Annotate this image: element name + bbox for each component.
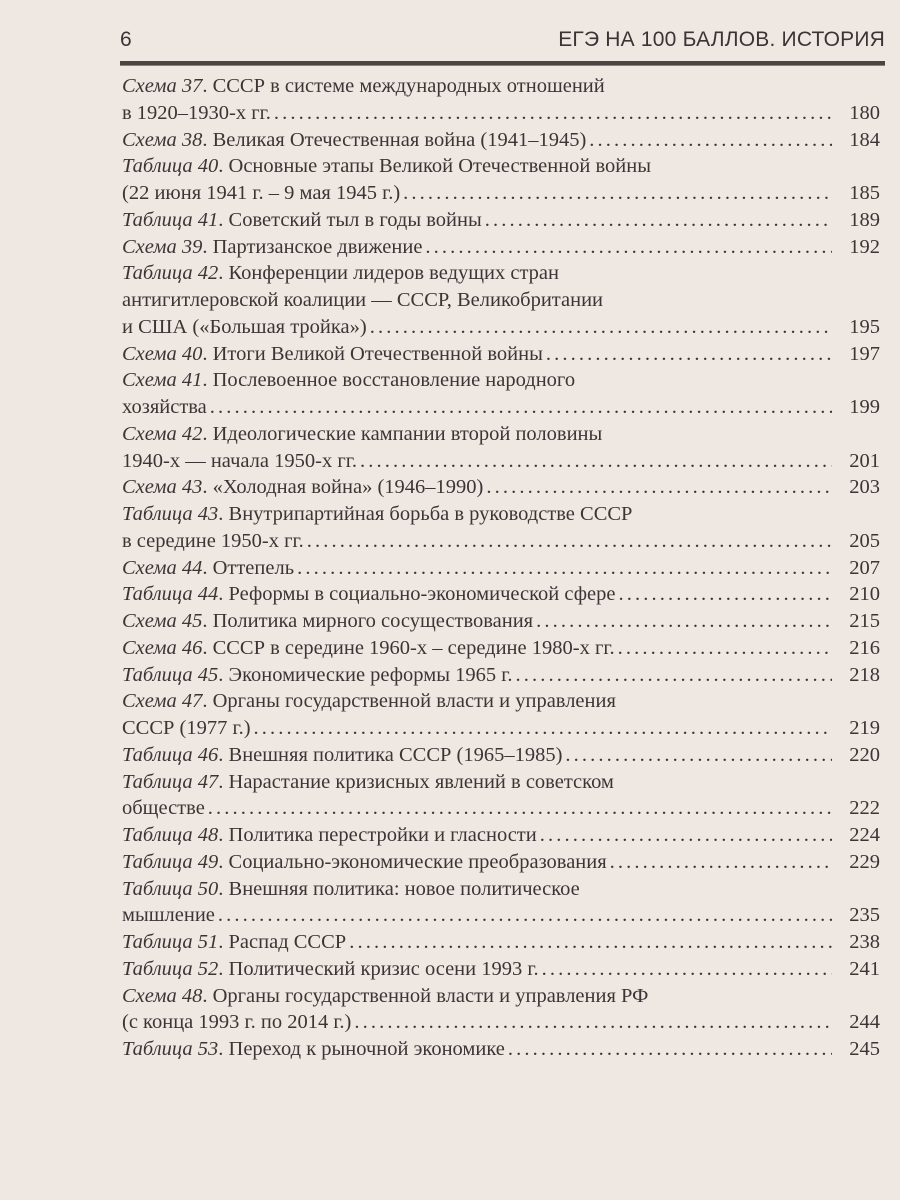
dot-leader bbox=[562, 742, 832, 769]
toc-line bbox=[122, 688, 880, 715]
dot-leader bbox=[271, 100, 832, 127]
toc-line bbox=[122, 795, 880, 822]
entry-label: Схема 42 bbox=[122, 422, 203, 445]
entry-title: и США («Большая тройка») bbox=[122, 315, 367, 338]
dot-leader bbox=[304, 528, 832, 555]
label-separator: . bbox=[202, 235, 213, 258]
entry-title: (с конца 1993 г. по 2014 г.) bbox=[122, 1011, 352, 1034]
book-title: ЕГЭ НА 100 БАЛЛОВ. ИСТОРИЯ bbox=[558, 28, 885, 51]
entry-title: Внешняя политика СССР (1965–1985) bbox=[228, 743, 563, 766]
toc-entry[interactable] bbox=[122, 688, 880, 742]
toc-entry[interactable] bbox=[122, 662, 880, 689]
entry-title: Распад СССР bbox=[228, 931, 347, 953]
entry-page-number: 199 bbox=[849, 396, 880, 418]
entry-title: Органы государственной власти и управления РФ bbox=[212, 984, 649, 1007]
entry-label: Таблица 42 bbox=[122, 262, 219, 285]
toc-entry[interactable] bbox=[122, 849, 880, 876]
entry-title: (22 июня 1941 г. – 9 мая 1945 г.) bbox=[122, 182, 401, 204]
toc-line bbox=[122, 234, 880, 261]
entry-page-number: 218 bbox=[849, 663, 880, 686]
entry-page-number: 229 bbox=[849, 850, 880, 873]
entry-title: Экономические реформы 1965 г. bbox=[228, 663, 513, 686]
entry-title: Нарастание кризисных явлений в советском bbox=[228, 770, 614, 793]
dot-leader bbox=[533, 608, 832, 635]
dot-leader bbox=[512, 662, 832, 689]
toc-line bbox=[122, 180, 880, 207]
dot-leader bbox=[215, 902, 832, 929]
entry-label: Таблица 51 bbox=[122, 931, 219, 953]
label-separator: . bbox=[202, 556, 213, 579]
toc-entry[interactable] bbox=[122, 260, 880, 340]
entry-page-number: 220 bbox=[849, 743, 880, 766]
toc-entry[interactable] bbox=[122, 929, 880, 956]
entry-page-number: 189 bbox=[849, 208, 880, 231]
label-separator: . bbox=[202, 422, 213, 445]
toc-entry[interactable] bbox=[122, 73, 880, 127]
entry-title: СССР в середине 1960-х – середине 1980-х гг. bbox=[212, 636, 615, 659]
entry-title: хозяйства bbox=[122, 396, 207, 418]
table-of-contents bbox=[122, 73, 880, 1063]
entry-page-number: 245 bbox=[849, 1038, 880, 1060]
label-separator: . bbox=[218, 208, 229, 231]
entry-label: Схема 43 bbox=[122, 476, 203, 499]
label-separator: . bbox=[202, 476, 213, 499]
entry-page-number: 235 bbox=[849, 904, 880, 927]
toc-entry[interactable] bbox=[122, 956, 880, 983]
entry-title: Партизанское движение bbox=[212, 235, 423, 258]
toc-entry[interactable] bbox=[122, 127, 880, 154]
toc-entry[interactable] bbox=[122, 421, 880, 475]
label-separator: . bbox=[202, 984, 213, 1007]
toc-line bbox=[122, 715, 880, 742]
toc-entry[interactable] bbox=[122, 876, 880, 930]
toc-line bbox=[122, 260, 880, 287]
toc-line bbox=[122, 341, 880, 368]
dot-leader bbox=[346, 929, 832, 956]
dot-leader bbox=[294, 555, 832, 582]
entry-title: Конференции лидеров ведущих стран bbox=[228, 262, 560, 285]
entry-title: обществе bbox=[122, 797, 205, 820]
entry-page-number: 207 bbox=[849, 556, 880, 579]
entry-label: Схема 48 bbox=[122, 984, 203, 1007]
entry-title: Советский тыл в годы войны bbox=[228, 208, 482, 231]
entry-title: Политический кризис осени 1993 г. bbox=[228, 957, 539, 980]
dot-leader bbox=[543, 341, 832, 368]
toc-entry[interactable] bbox=[122, 608, 880, 635]
dot-leader bbox=[205, 795, 832, 822]
dot-leader bbox=[539, 956, 832, 983]
dot-leader bbox=[615, 635, 832, 662]
toc-line bbox=[122, 314, 880, 341]
entry-page-number: 180 bbox=[849, 101, 880, 124]
entry-page-number: 185 bbox=[849, 182, 880, 204]
toc-line bbox=[122, 207, 880, 234]
toc-line bbox=[122, 956, 880, 983]
entry-page-number: 222 bbox=[849, 797, 880, 820]
entry-title: Великая Отечественная война (1941–1945) bbox=[212, 128, 587, 151]
entry-label: Таблица 50 bbox=[122, 877, 219, 900]
label-separator: . bbox=[202, 128, 213, 151]
dot-leader bbox=[482, 207, 832, 234]
entry-title: «Холодная война» (1946–1990) bbox=[212, 476, 484, 499]
entry-label: Таблица 46 bbox=[122, 743, 219, 766]
entry-label: Таблица 49 bbox=[122, 850, 219, 873]
dot-leader bbox=[357, 448, 832, 475]
label-separator: . bbox=[202, 75, 213, 97]
entry-label: Схема 46 bbox=[122, 636, 203, 659]
entry-label: Таблица 44 bbox=[122, 583, 219, 606]
entry-page-number: 244 bbox=[849, 1011, 880, 1034]
toc-line bbox=[122, 581, 880, 608]
toc-entry[interactable] bbox=[122, 742, 880, 769]
entry-title: Реформы в социально-экономической сфере bbox=[228, 583, 616, 606]
entry-label: Схема 41 bbox=[122, 369, 203, 392]
label-separator: . bbox=[202, 636, 213, 659]
toc-line bbox=[122, 448, 880, 475]
entry-title: Политика мирного сосуществования bbox=[212, 610, 534, 632]
entry-title: в 1920–1930-х гг. bbox=[122, 101, 271, 124]
entry-label: Таблица 48 bbox=[122, 824, 219, 846]
toc-line bbox=[122, 902, 880, 929]
entry-title: мышление bbox=[122, 904, 215, 927]
entry-page-number: 205 bbox=[849, 529, 880, 552]
dot-leader bbox=[537, 822, 832, 849]
running-header bbox=[120, 28, 885, 58]
toc-line bbox=[122, 983, 880, 1010]
toc-line bbox=[122, 662, 880, 689]
toc-entry[interactable] bbox=[122, 234, 880, 261]
toc-entry[interactable] bbox=[122, 153, 880, 207]
toc-entry[interactable] bbox=[122, 474, 880, 501]
label-separator: . bbox=[218, 931, 229, 953]
entry-title: Итоги Великой Отечественной войны bbox=[212, 342, 543, 365]
entry-title: Внутрипартийная борьба в руководстве СССР bbox=[228, 503, 633, 525]
label-separator: . bbox=[218, 957, 229, 980]
entry-page-number: 219 bbox=[849, 717, 880, 739]
entry-title: Послевоенное восстановление народного bbox=[212, 369, 576, 392]
dot-leader bbox=[351, 1009, 832, 1036]
toc-line bbox=[122, 127, 880, 154]
entry-title: Идеологические кампании второй половины bbox=[212, 422, 603, 445]
entry-label: Схема 38 bbox=[122, 128, 203, 151]
toc-line bbox=[122, 501, 880, 528]
entry-page-number: 192 bbox=[849, 235, 880, 258]
page-number: 6 bbox=[120, 28, 132, 51]
entry-title: Основные этапы Великой Отечественной войны bbox=[228, 155, 652, 178]
toc-line bbox=[122, 876, 880, 903]
entry-title: в середине 1950-х гг. bbox=[122, 529, 304, 552]
toc-entry[interactable] bbox=[122, 1036, 880, 1063]
label-separator: . bbox=[218, 503, 229, 525]
toc-entry[interactable] bbox=[122, 769, 880, 823]
dot-leader bbox=[586, 127, 832, 154]
entry-title: антигитлеровской коалиции — СССР, Великобритании bbox=[122, 289, 604, 311]
entry-page-number: 201 bbox=[849, 449, 880, 472]
entry-label: Таблица 45 bbox=[122, 663, 219, 686]
entry-label: Схема 37 bbox=[122, 75, 203, 97]
label-separator: . bbox=[218, 1038, 229, 1060]
toc-line bbox=[122, 1009, 880, 1036]
label-separator: . bbox=[218, 583, 229, 606]
label-separator: . bbox=[218, 155, 229, 178]
label-separator: . bbox=[202, 369, 213, 392]
toc-line bbox=[122, 100, 880, 127]
toc-line bbox=[122, 367, 880, 394]
entry-title: Оттепель bbox=[212, 556, 295, 579]
label-separator: . bbox=[202, 610, 213, 632]
label-separator: . bbox=[218, 743, 229, 766]
toc-line bbox=[122, 635, 880, 662]
dot-leader bbox=[422, 234, 832, 261]
entry-title: СССР в системе международных отношений bbox=[212, 75, 605, 97]
entry-page-number: 197 bbox=[849, 342, 880, 365]
dot-leader bbox=[251, 715, 832, 742]
entry-page-number: 216 bbox=[849, 636, 880, 659]
label-separator: . bbox=[218, 824, 229, 846]
toc-line bbox=[122, 608, 880, 635]
dot-leader bbox=[367, 314, 832, 341]
entry-page-number: 238 bbox=[849, 931, 880, 953]
toc-line bbox=[122, 742, 880, 769]
entry-title: Социально-экономические преобразования bbox=[228, 850, 607, 873]
label-separator: . bbox=[218, 663, 229, 686]
entry-label: Схема 45 bbox=[122, 610, 203, 632]
entry-title: Органы государственной власти и управления bbox=[212, 690, 616, 713]
toc-line bbox=[122, 1036, 880, 1063]
toc-entry[interactable] bbox=[122, 983, 880, 1037]
entry-page-number: 215 bbox=[849, 610, 880, 632]
entry-title: Внешняя политика: новое политическое bbox=[228, 877, 580, 900]
entry-label: Таблица 47 bbox=[122, 770, 219, 793]
entry-title: Политика перестройки и гласности bbox=[228, 824, 537, 846]
toc-line bbox=[122, 769, 880, 796]
toc-entry[interactable] bbox=[122, 501, 880, 555]
toc-entry[interactable] bbox=[122, 822, 880, 849]
toc-line bbox=[122, 153, 880, 180]
toc-entry[interactable] bbox=[122, 341, 880, 368]
label-separator: . bbox=[202, 690, 213, 713]
entry-page-number: 195 bbox=[849, 315, 880, 338]
entry-page-number: 241 bbox=[849, 957, 880, 980]
toc-line bbox=[122, 73, 880, 100]
label-separator: . bbox=[202, 342, 213, 365]
toc-entry[interactable] bbox=[122, 555, 880, 582]
label-separator: . bbox=[218, 850, 229, 873]
entry-page-number: 184 bbox=[849, 128, 880, 151]
label-separator: . bbox=[218, 877, 229, 900]
toc-line bbox=[122, 929, 880, 956]
toc-line bbox=[122, 474, 880, 501]
entry-label: Таблица 41 bbox=[122, 208, 219, 231]
dot-leader bbox=[483, 474, 832, 501]
entry-label: Схема 40 bbox=[122, 342, 203, 365]
dot-leader bbox=[607, 849, 832, 876]
entry-page-number: 203 bbox=[849, 476, 880, 499]
header-rule bbox=[120, 61, 885, 66]
toc-line bbox=[122, 822, 880, 849]
toc-line bbox=[122, 555, 880, 582]
entry-title: 1940-х — начала 1950-х гг. bbox=[122, 449, 357, 472]
dot-leader bbox=[207, 394, 832, 421]
entry-title: Переход к рыночной экономике bbox=[228, 1038, 505, 1060]
dot-leader bbox=[615, 581, 832, 608]
entry-label: Таблица 52 bbox=[122, 957, 219, 980]
toc-entry[interactable] bbox=[122, 207, 880, 234]
entry-page-number: 210 bbox=[849, 583, 880, 606]
dot-leader bbox=[505, 1036, 832, 1063]
entry-label: Схема 44 bbox=[122, 556, 203, 579]
toc-entry[interactable] bbox=[122, 635, 880, 662]
label-separator: . bbox=[218, 262, 229, 285]
toc-entry[interactable] bbox=[122, 581, 880, 608]
entry-label: Таблица 40 bbox=[122, 155, 219, 178]
toc-line bbox=[122, 394, 880, 421]
entry-label: Схема 39 bbox=[122, 235, 203, 258]
toc-line bbox=[122, 528, 880, 555]
dot-leader bbox=[400, 180, 832, 207]
label-separator: . bbox=[218, 770, 229, 793]
entry-label: Таблица 43 bbox=[122, 503, 219, 525]
toc-line bbox=[122, 849, 880, 876]
entry-label: Таблица 53 bbox=[122, 1038, 219, 1060]
entry-page-number: 224 bbox=[849, 824, 880, 846]
toc-entry[interactable] bbox=[122, 367, 880, 421]
entry-label: Схема 47 bbox=[122, 690, 203, 713]
toc-line bbox=[122, 421, 880, 448]
toc-line bbox=[122, 287, 880, 314]
entry-title: СССР (1977 г.) bbox=[122, 717, 251, 739]
